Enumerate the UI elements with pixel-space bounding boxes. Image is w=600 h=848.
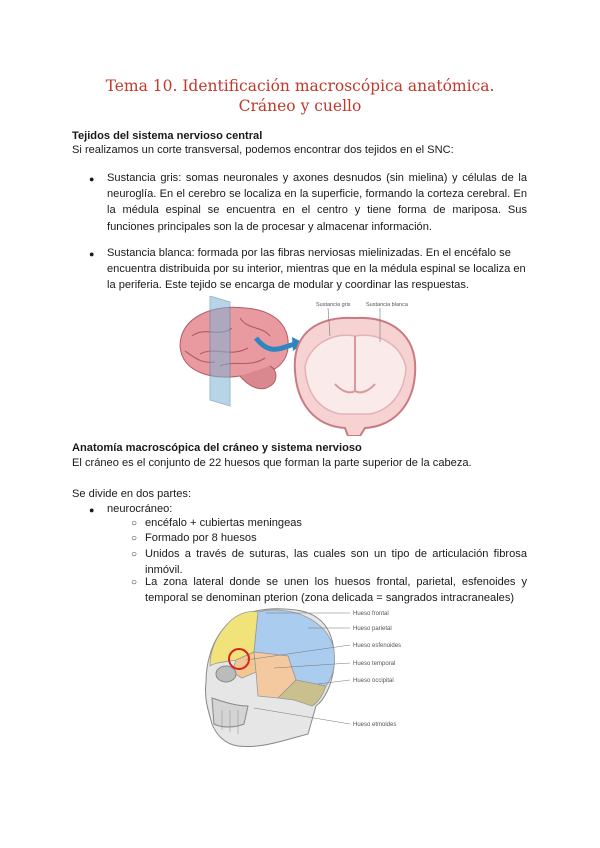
bullet-icon: ● (89, 174, 95, 184)
label-parietal-bone: Hueso parietal (353, 626, 392, 632)
subitem-bones: Formado por 8 huesos (145, 532, 257, 544)
section1-heading: Tejidos del sistema nervioso central (72, 130, 263, 142)
bullet-icon: ● (89, 249, 95, 259)
bullet-neurocranium: neurocráneo: (107, 503, 173, 515)
label-frontal-bone: Hueso frontal (353, 611, 389, 617)
label-temporal-bone: Hueso temporal (353, 661, 396, 667)
subbullet-icon: ○ (131, 533, 138, 544)
skull-figure (196, 606, 416, 754)
bullet-icon: ● (89, 505, 95, 515)
subitem-sutures: Unidos a través de suturas, las cuales son un tipo de articulación fibrosa inmóvil. (145, 548, 527, 577)
section2-intro: El cráneo es el conjunto de 22 huesos que forman la parte superior de la cabeza. (72, 457, 472, 469)
section2-heading: Anatomía macroscópica del cráneo y sistema nervioso (72, 442, 362, 454)
label-ethmoid-bone: Hueso etmoides (353, 722, 397, 728)
bullet-gray-matter: Sustancia gris: somas neuronales y axones desnudos (sin mielina) y células de la neuroglía. En el cerebro se localiza en la superficie, formando la corteza cerebral. En la médula espinal se encuentra en el centro y tiene forma de mariposa. Sus funciones principales son la de procesar y almacenar información. (107, 172, 527, 233)
subitem-pterion: La zona lateral donde se unen los huesos frontal, parietal, esfenoides y temporal se denominan pterion (zona delicada = sangrados intracraneales) (145, 576, 527, 605)
section1-intro: Si realizamos un corte transversal, podemos encontrar dos tejidos en el SNC: (72, 144, 454, 156)
subbullet-icon: ○ (131, 577, 138, 588)
page-title-line2: Cráneo y cuello (238, 97, 362, 115)
skull-illustration (205, 609, 334, 747)
subbullet-icon: ○ (131, 549, 138, 560)
subbullet-icon: ○ (131, 518, 138, 529)
section2-divide: Se divide en dos partes: (72, 488, 192, 500)
bullet-white-matter: Sustancia blanca: formada por las fibras nerviosas mielinizadas. En el encéfalo se encuentra distribuida por su interior, mientras que en la médula espinal se localiza en la periferia. Este tejido se encarga de modular y coordinar las respuestas. (107, 247, 526, 292)
label-sphenoid-bone: Hueso esfenoides (353, 643, 402, 649)
coronal-section-illustration (295, 318, 415, 436)
label-white-matter: Sustancia blanca (366, 302, 408, 308)
page-title-line1: Tema 10. Identificación macroscópica anatómica. (105, 77, 495, 95)
label-gray-matter: Sustancia gris (316, 302, 351, 308)
subitem-encephalon: encéfalo + cubiertas meningeas (145, 517, 302, 529)
brain-section-figure (170, 296, 420, 436)
label-occipital-bone: Hueso occipital (353, 678, 394, 684)
